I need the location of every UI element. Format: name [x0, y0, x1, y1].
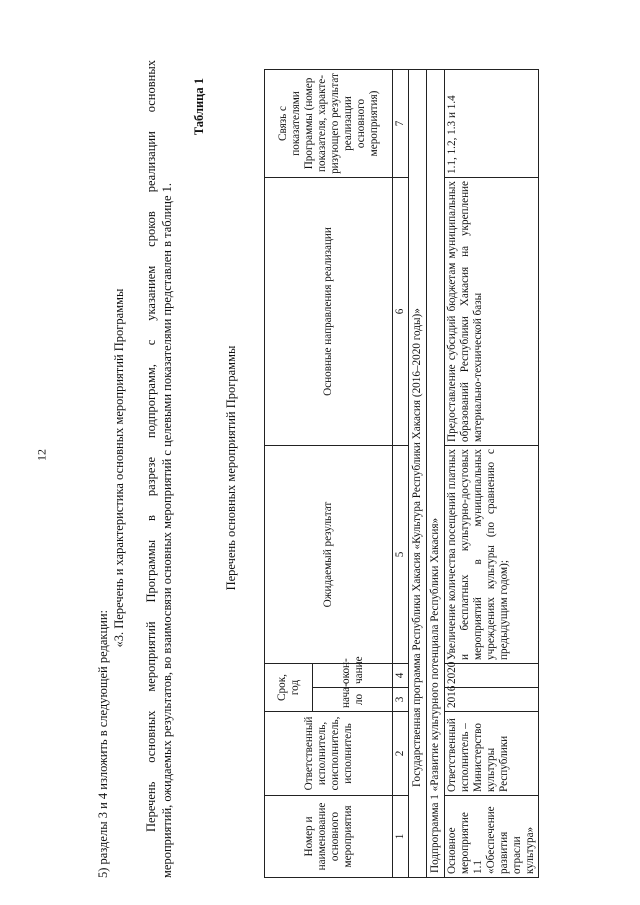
header-activity: Номер и наименование основного мероприятия — [265, 796, 393, 878]
section-heading: «3. Перечень и характеристика основных мероприятий Программы — [112, 288, 126, 648]
header-directions: Основные направления реализации — [265, 177, 393, 445]
indicators-cell: 1.1, 1.2, 1.3 и 1.4 — [445, 69, 539, 177]
header-term: Срок, год — [265, 663, 313, 711]
header-indicators-link: Связь с показателями Программы (номер показателя, характе-ризующего результат реализации основного мероприятия) — [265, 69, 393, 177]
column-numbers-row — [393, 69, 409, 877]
table-caption: Таблица 1 — [192, 78, 206, 136]
table-title: Перечень основных мероприятий Программы — [224, 345, 238, 591]
col-number: 7 — [393, 69, 409, 177]
executor-cell: Ответственный исполнитель – Министерство культуры Республики — [445, 712, 539, 796]
main-activities-table — [264, 69, 539, 878]
col-number: 5 — [393, 445, 409, 663]
col-number: 1 — [393, 796, 409, 878]
subprogram-title: Подпрограмма 1 «Развитие культурного потенциала Республики Хакасия» — [427, 69, 445, 877]
state-program-title: Государственная программа Республики Хакасия «Культура Республики Хакасия (2016–2020 годы)» — [409, 69, 427, 877]
table-row — [445, 69, 539, 877]
rotated-page-content — [96, 58, 616, 878]
header-start: нача-ло — [313, 688, 393, 712]
activity-cell: Основное мероприятие 1.1 «Обеспечение развития отрасли культура» — [445, 796, 539, 878]
subprogram-row — [427, 69, 445, 877]
col-number: 2 — [393, 712, 409, 796]
table-header-row — [265, 69, 313, 877]
header-expected-result: Ожидаемый результат — [265, 445, 393, 663]
state-program-row — [409, 69, 427, 877]
start-year-cell: 2016 — [445, 688, 539, 712]
directions-cell: Предоставление субсидий бюджетам муниципальных образований Республики Хакасия на укрепление материально-технической базы — [445, 177, 539, 445]
col-number: 3 — [393, 688, 409, 712]
intro-paragraph-line-2: мероприятий, ожидаемых результатов, во взаимосвязи основных мероприятий с целевыми показателями представлен в таблице 1. — [160, 182, 174, 878]
expected-result-cell: Увеличение количества посещений платных и бесплатных культурно-досуговых мероприятий в муниципальных учреждениях культуры (по сравнению с предыдущим годом); — [445, 445, 539, 663]
header-end: окон-чание — [313, 663, 393, 687]
amendment-line: 5) разделы 3 и 4 изложить в следующей редакции: — [96, 610, 110, 878]
col-number: 4 — [393, 663, 409, 687]
page-number: 12 — [34, 449, 49, 461]
header-executor: Ответственный исполнитель, соисполнитель, исполнитель — [265, 712, 393, 796]
intro-paragraph-line-1: Перечень основных мероприятий Программы в разрезе подпрограмм, с указанием сроков реализации основных — [144, 60, 158, 832]
col-number: 6 — [393, 177, 409, 445]
end-year-cell: 2020 — [445, 663, 539, 687]
